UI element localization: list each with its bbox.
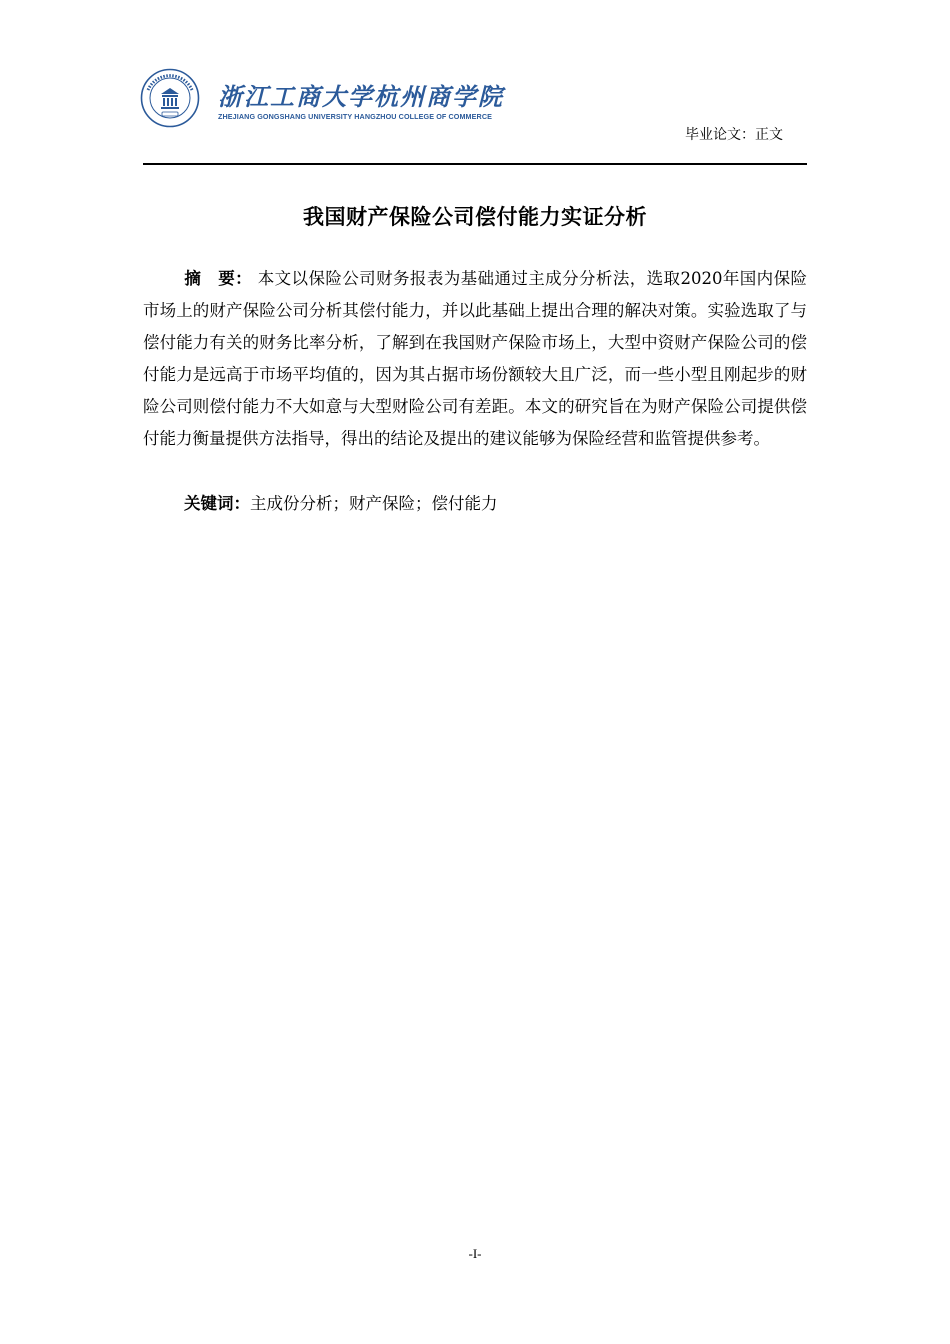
university-logotype: [218, 84, 508, 128]
abstract-section: [143, 263, 807, 455]
university-seal-icon: [140, 68, 200, 128]
keywords-label: 关键词：: [184, 494, 250, 513]
running-title: 毕业论文：正文: [685, 127, 783, 143]
university-name-cn: 浙江工商大学杭州商学院: [218, 82, 504, 111]
university-name-en: ZHEJIANG GONGSHANG UNIVERSITY HANGZHOU COLLEGE OF COMMERCE: [218, 112, 493, 121]
page-number: -I-: [468, 1246, 482, 1261]
page-title: 我国财产保险公司偿付能力实证分析: [303, 205, 647, 229]
keywords-text: 主成份分析；财产保险；偿付能力: [250, 494, 498, 513]
keywords-section: [143, 488, 807, 520]
abstract-text: 本文以保险公司财务报表为基础通过主成分分析法，选取2020年国内保险市场上的财产保险公司分析其偿付能力，并以此基础上提出合理的解决对策。实验选取了与偿付能力有关的财务比率分析，了解到在我国财产保险市场上，大型中资财产保险公司的偿付能力是远高于市场平均值的，因为其占据市场份额较大且广泛，而一些小型且刚起步的财险公司则偿付能力不大如意与大型财险公司有差距。本文的研究旨在为财产保险公司提供偿付能力衡量提供方法指导，得出的结论及提出的建议能够为保险经营和监管提供参考。: [143, 269, 808, 448]
abstract-paragraph: [143, 263, 807, 455]
abstract-label: 摘 要：: [184, 269, 253, 288]
header-divider: [143, 163, 807, 165]
